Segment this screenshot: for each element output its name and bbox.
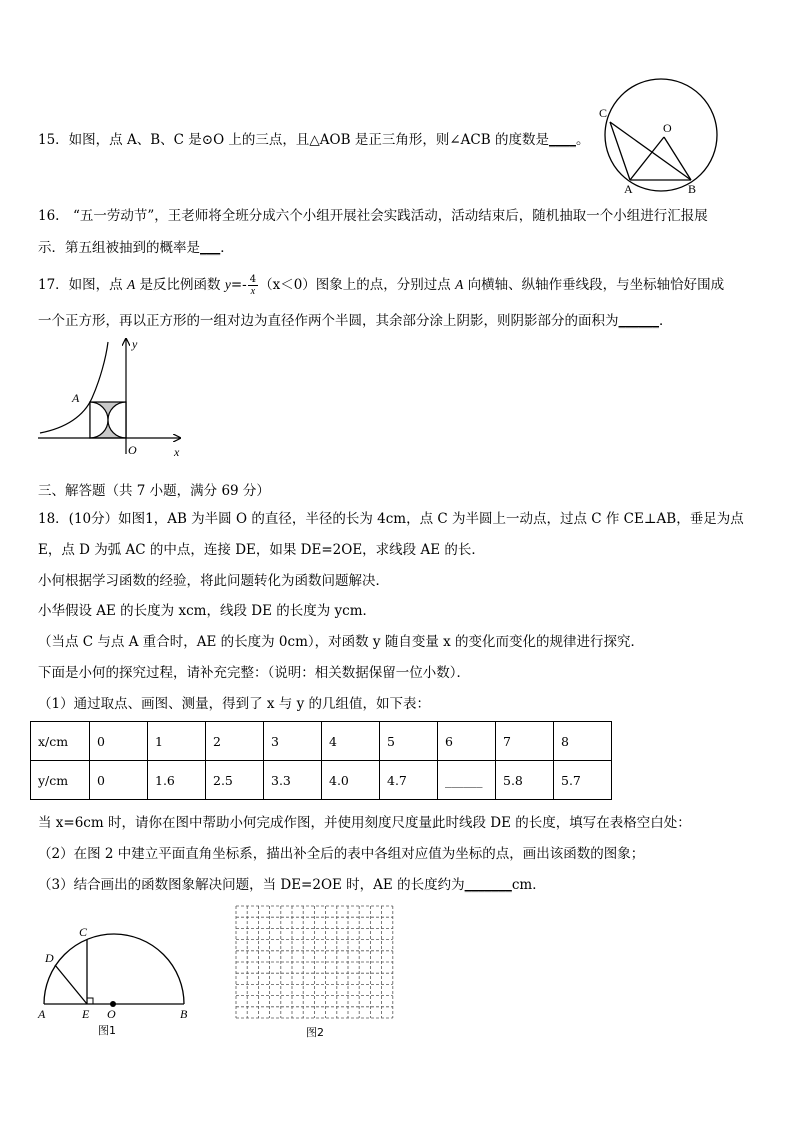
table-row-x (31, 722, 612, 761)
q15-label-c: C (599, 106, 608, 120)
fig2-grid-lines (236, 906, 393, 1018)
q18-line4: 小华假设 AE 的长度为 xcm，线段 DE 的长度为 ycm． (38, 603, 376, 619)
fig1-label-o: O (107, 1007, 116, 1021)
q15-text: 15．如图，点 A、B、C 是⊙O 上的三点，且△AOB 是正三角形，则∠ACB 的度数是____。 (38, 132, 590, 148)
q17-fraction: $\frac{4}{x}$ (249, 274, 257, 297)
fig1-label-b: B (180, 1007, 188, 1021)
table-cell: ______ (438, 761, 496, 800)
q18-line9: （2）在图 2 中建立平面直角坐标系，描出补全后的表中各组对应值为坐标的点，画出该函数的图象； (38, 846, 645, 862)
fig1-label-d: D (45, 951, 54, 965)
table-cell-blank: 4.7 (380, 761, 438, 800)
fig1-label-e: E (82, 1007, 90, 1021)
q15-segment-cb (610, 122, 691, 180)
q15-segment-ca (610, 122, 630, 180)
table-cell: 0 (90, 722, 148, 761)
table-cell: 6 (438, 722, 496, 761)
table-cell: 0 (90, 761, 148, 800)
q18-line6: 下面是小何的探究过程，请补充完整：（说明：相关数据保留一位小数）． (38, 665, 470, 681)
table-cell: 3.3 (264, 761, 322, 800)
section3-title: 三、解答题（共 7 小题，满分 69 分） (38, 483, 270, 499)
q16-line2: 示．第五组被抽到的概率是___． (38, 240, 234, 256)
q17-label-a: A (72, 391, 80, 405)
q17-line1: 17．如图，点 A 是反比例函数 y=- $\frac{4}{x}$ （x＜0）图象上的点，分别过点 A 向横轴、纵轴作垂线段，与坐标轴恰好围成 (38, 274, 725, 297)
q18-line1: 18．(10分）如图1，AB 为半圆 O 的直径，半径的长为 4cm，点 C 为半圆上一动点，过点 C 作 CE⊥AB，垂足为点 (38, 511, 744, 527)
q17-label-y: y (132, 337, 138, 351)
q17-line2: 一个正方形，再以正方形的一组对边为直径作两个半圆，其余部分涂上阴影，则阴影部分的面积为______． (38, 313, 673, 329)
q18-data-table (30, 721, 612, 800)
table-cell: 1.6 (148, 761, 206, 800)
q15-label-b: B (688, 182, 697, 196)
table-cell: 4 (322, 722, 380, 761)
table-cell: 3 (264, 722, 322, 761)
q18-line5: （当点 C 与点 A 重合时，AE 的长度为 0cm），对函数 y 随自变量 x 的变化而变化的规律进行探究． (38, 634, 645, 650)
table-cell: 7 (496, 722, 554, 761)
q16-line1: 16. “五一劳动节”，王老师将全班分成六个小组开展社会实践活动，活动结束后，随机抽取一个小组进行汇报展 (38, 208, 708, 224)
q17-label-x: x (174, 445, 180, 459)
table-cell: 8 (554, 722, 612, 761)
table-cell: y/cm (31, 761, 90, 800)
q18-line7: （1）通过取点、画图、测量，得到了 x 与 y 的几组值，如下表： (38, 696, 430, 712)
q17-blank: ______ (618, 313, 659, 329)
q15-circle (605, 79, 717, 191)
table-cell: x/cm (31, 722, 90, 761)
table-cell: 5 (380, 722, 438, 761)
q18-blank: _______ (464, 877, 512, 893)
q18-line10: （3）结合画出的函数图象解决问题，当 DE=2OE 时，AE 的长度约为_______cm． (38, 877, 546, 893)
q15-label-o: O (663, 121, 672, 135)
q15-circle-figure (596, 78, 726, 196)
table-cell: 1 (148, 722, 206, 761)
q15-segment-ob (664, 137, 691, 180)
table-row-y (31, 761, 612, 800)
fig2-caption: 图2 (306, 1026, 324, 1039)
q17-hyperbola-figure (36, 336, 186, 460)
fig1-label-c: C (79, 925, 88, 939)
fig1-segment-de (55, 965, 87, 1004)
fig1-caption: 图1 (98, 1024, 116, 1037)
q18-line3: 小何根据学习函数的经验，将此问题转化为函数问题解决． (38, 573, 389, 589)
q18-line2: E，点 D 为弧 AC 的中点，连接 DE，如果 DE=2OE，求线段 AE 的长． (38, 542, 485, 558)
q17-label-o: O (128, 443, 137, 457)
q15-blank: ____ (548, 132, 576, 148)
fig1-right-angle-mark (87, 998, 93, 1004)
table-cell: 5.7 (554, 761, 612, 800)
q15-label-a: A (624, 182, 633, 196)
q16-blank: ___ (200, 240, 221, 256)
q18-line8: 当 x=6cm 时，请你在图中帮助小何完成作图，并使用刻度尺度量此时线段 DE 的长度，填写在表格空白处： (38, 815, 691, 831)
fig1-arc (44, 934, 184, 1004)
q18-figure2-grid (232, 902, 394, 1042)
table-cell: 5.8 (496, 761, 554, 800)
fig1-label-a: A (38, 1007, 46, 1021)
table-cell: 2.5 (206, 761, 264, 800)
q18-figure1-semicircle (34, 920, 196, 1040)
table-cell: 2 (206, 722, 264, 761)
table-cell: 4.0 (322, 761, 380, 800)
q15-segment-ao (630, 137, 664, 180)
